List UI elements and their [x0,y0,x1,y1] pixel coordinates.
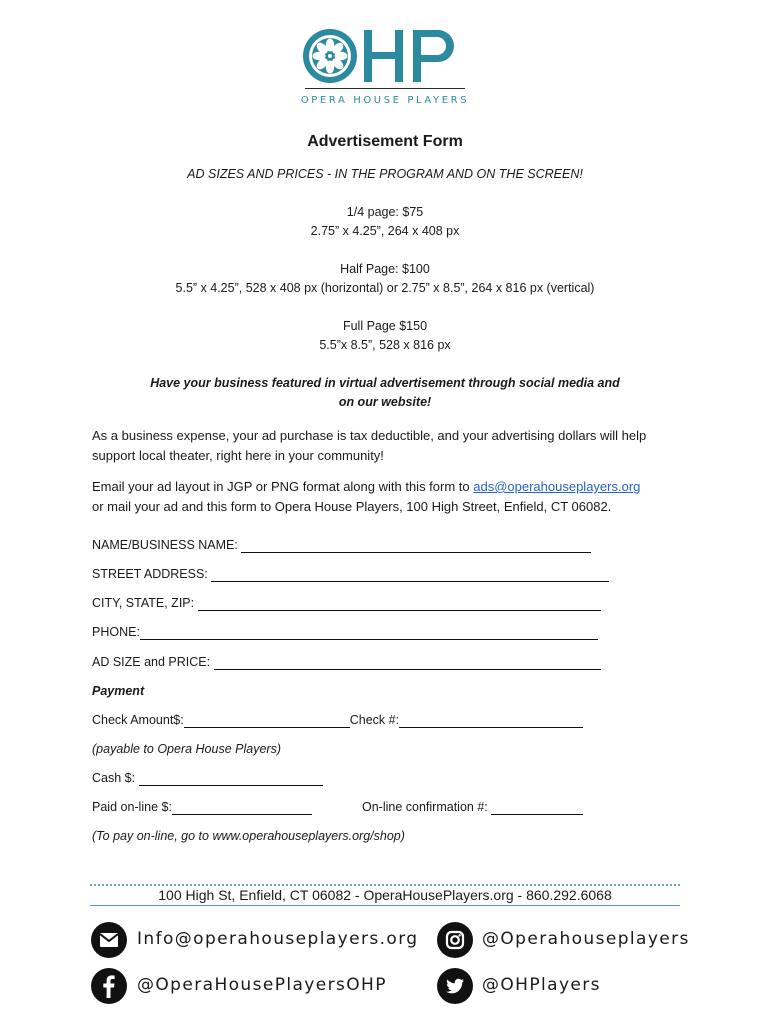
street-field [92,566,609,584]
tax-paragraph-line-1: As a business expense, your ad purchase is tax deductible, and your advertising dollars will help [92,428,647,443]
paid-online-field [92,799,312,817]
street-field-label: STREET ADDRESS: [92,567,208,581]
feature-line-2: on our website! [338,395,432,409]
phone-field [92,624,598,642]
size-full-dims: 5.5”x 8.5”, 528 x 816 px [319,338,451,352]
footer-address: 100 High St, Enfield, CT 06082 - OperaHousePlayers.org - 860.292.6068 [158,887,612,903]
phone-field-input[interactable] [140,625,598,640]
feature-line-1: Have your business featured in virtual advertisement through social media and [150,376,620,390]
cash-field [92,770,323,788]
size-half-name: Half Page: $100 [340,262,430,276]
city-field [92,595,601,613]
email-icon [91,922,127,958]
contact-instagram[interactable]: @Operahouseplayers [482,929,690,949]
ohp-logo-mark [300,26,470,86]
flower-o-icon [303,29,357,83]
submission-line-1 [92,477,692,497]
confirmation-input[interactable] [491,800,583,815]
contact-facebook[interactable]: @OperaHousePlayersOHP [137,975,387,995]
adsize-field-input[interactable] [214,655,601,670]
city-field-input[interactable] [198,596,601,611]
footer-address-bar [90,884,680,906]
footer-dotted-rule [90,884,680,886]
instagram-icon [437,922,473,958]
name-field-input[interactable] [241,538,591,553]
logo-subtitle: OPERA HOUSE PLAYERS [300,95,470,106]
twitter-icon [437,968,473,1004]
cash-label: Cash $: [92,771,136,785]
payable-note: (payable to Opera House Players) [92,742,281,756]
city-field-label: CITY, STATE, ZIP: [92,596,195,610]
street-field-input[interactable] [211,567,609,582]
ad-sizes-heading: AD SIZES AND PRICES - IN THE PROGRAM AND ON THE SCREEN! [187,167,583,181]
online-note: (To pay on-line, go to www.operahouseplayers.org/shop) [92,829,405,843]
submission-prefix: Email your ad layout in JGP or PNG format along with this form to [92,479,474,494]
contact-twitter[interactable]: @OHPlayers [482,975,601,995]
check-amount-input[interactable] [184,713,350,728]
submission-line-2: or mail your ad and this form to Opera House Players, 100 High Street, Enfield, CT 06082. [92,498,612,514]
paid-online-label: Paid on-line $: [92,800,172,814]
payment-heading: Payment [92,684,145,698]
phone-field-label: PHONE: [92,625,140,639]
footer-solid-rule [90,905,680,906]
check-amount-field [92,712,583,730]
page-title: Advertisement Form [307,133,463,150]
paid-online-input[interactable] [172,800,312,815]
confirmation-label: On-line confirmation #: [362,800,488,814]
size-quarter-dims: 2.75” x 4.25”, 264 x 408 px [310,224,460,238]
tax-paragraph-line-2: support local theater, right here in your community! [92,447,384,463]
adsize-field-label: AD SIZE and PRICE: [92,655,211,669]
check-number-input[interactable] [399,713,583,728]
size-quarter-name: 1/4 page: $75 [346,205,424,219]
tax-paragraph [92,426,692,465]
size-half-dims: 5.5” x 4.25”, 528 x 408 px (horizontal) or 2.75” x 8.5”, 264 x 816 px (vertical) [175,281,595,295]
contact-email[interactable]: Info@operahouseplayers.org [137,929,419,949]
size-full-name: Full Page $150 [342,319,428,333]
name-field [92,537,591,555]
check-amount-label: Check Amount$: [92,713,184,727]
cash-input[interactable] [139,771,323,786]
logo-divider [305,88,465,89]
confirmation-field [362,799,583,817]
email-link[interactable]: ads@operahouseplayers.org [473,479,641,494]
check-number-label: Check #: [349,713,400,727]
adsize-field [92,654,601,672]
submission-paragraph [92,477,692,516]
facebook-icon [91,968,127,1004]
ohp-logo [300,26,470,116]
name-field-label: NAME/BUSINESS NAME: [92,538,238,552]
